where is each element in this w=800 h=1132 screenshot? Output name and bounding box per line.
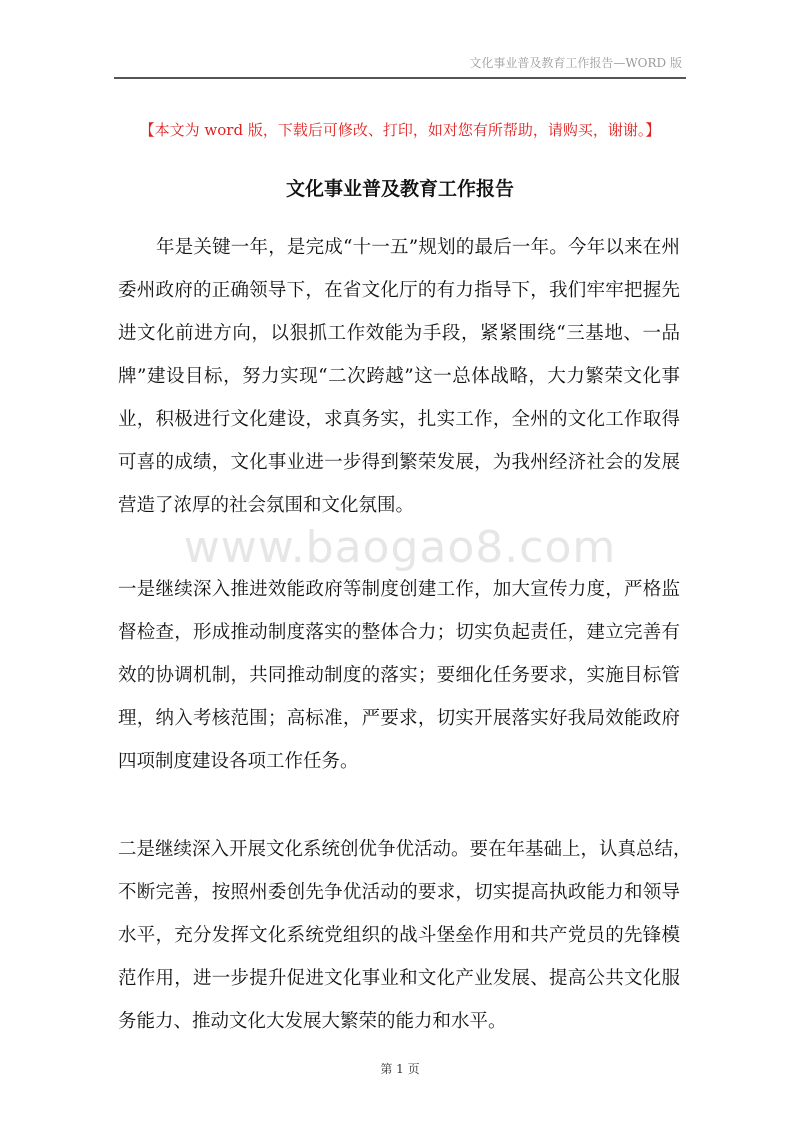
text-line: 督检查，形成推动制度落实的整体合力；切实负起责任，建立完善有 [118,622,680,643]
document-title: 文化事业普及教育工作报告 [285,178,514,200]
text-line: 效的协调机制，共同推动制度的落实；要细化任务要求，实施目标管 [118,665,680,686]
text-line: 不断完善，按照州委创先争优活动的要求，切实提高执政能力和领导 [118,882,680,903]
text-line: 范作用，进一步提升促进文化事业和文化产业发展、提高公共文化服 [118,968,680,989]
running-header: 文化事业普及教育工作报告—WORD 版 [469,56,682,70]
header-rule [114,77,686,79]
text-line: 年是关键一年，是完成“十一五”规划的最后一年。今年以来在州 [156,237,680,258]
text-line: 营造了浓厚的社会氛围和文化氛围。 [118,495,415,516]
paragraph-3 [118,838,692,1053]
text-line: 业，积极进行文化建设，求真务实，扎实工作，全州的文化工作取得 [118,409,680,430]
paragraph-1 [118,236,680,537]
text-line: 四项制度建设各项工作任务。 [118,751,359,772]
text-line: 进文化前进方向，以狠抓工作效能为手段，紧紧围绕“三基地、一品 [118,323,680,344]
purchase-notice: 【本文为 word 版，下载后可修改、打印，如对您有所帮助，请购买，谢谢。】 [139,121,661,139]
text-line: 理，纳入考核范围；高标准，严要求，切实开展落实好我局效能政府 [118,708,680,729]
text-line: 一是继续深入推进效能政府等制度创建工作，加大宣传力度，严格监 [118,579,680,600]
text-line: 牌”建设目标，努力实现“二次跨越”这一总体战略，大力繁荣文化事 [118,366,680,387]
text-line: 可喜的成绩，文化事业进一步得到繁荣发展，为我州经济社会的发展 [118,452,680,473]
text-line: 务能力、推动文化大发展大繁荣的能力和水平。 [118,1011,507,1032]
watermark: www.baogao8.com [183,522,617,573]
page-number: 第 1 页 [380,1062,420,1076]
text-line: 水平，充分发挥文化系统党组织的战斗堡垒作用和共产党员的先锋模 [118,925,680,946]
paragraph-2 [118,578,680,793]
text-line: 二是继续深入开展文化系统创优争优活动。要在年基础上，认真总结， [118,839,692,860]
text-line: 委州政府的正确领导下，在省文化厅的有力指导下，我们牢牢把握先 [118,280,680,301]
